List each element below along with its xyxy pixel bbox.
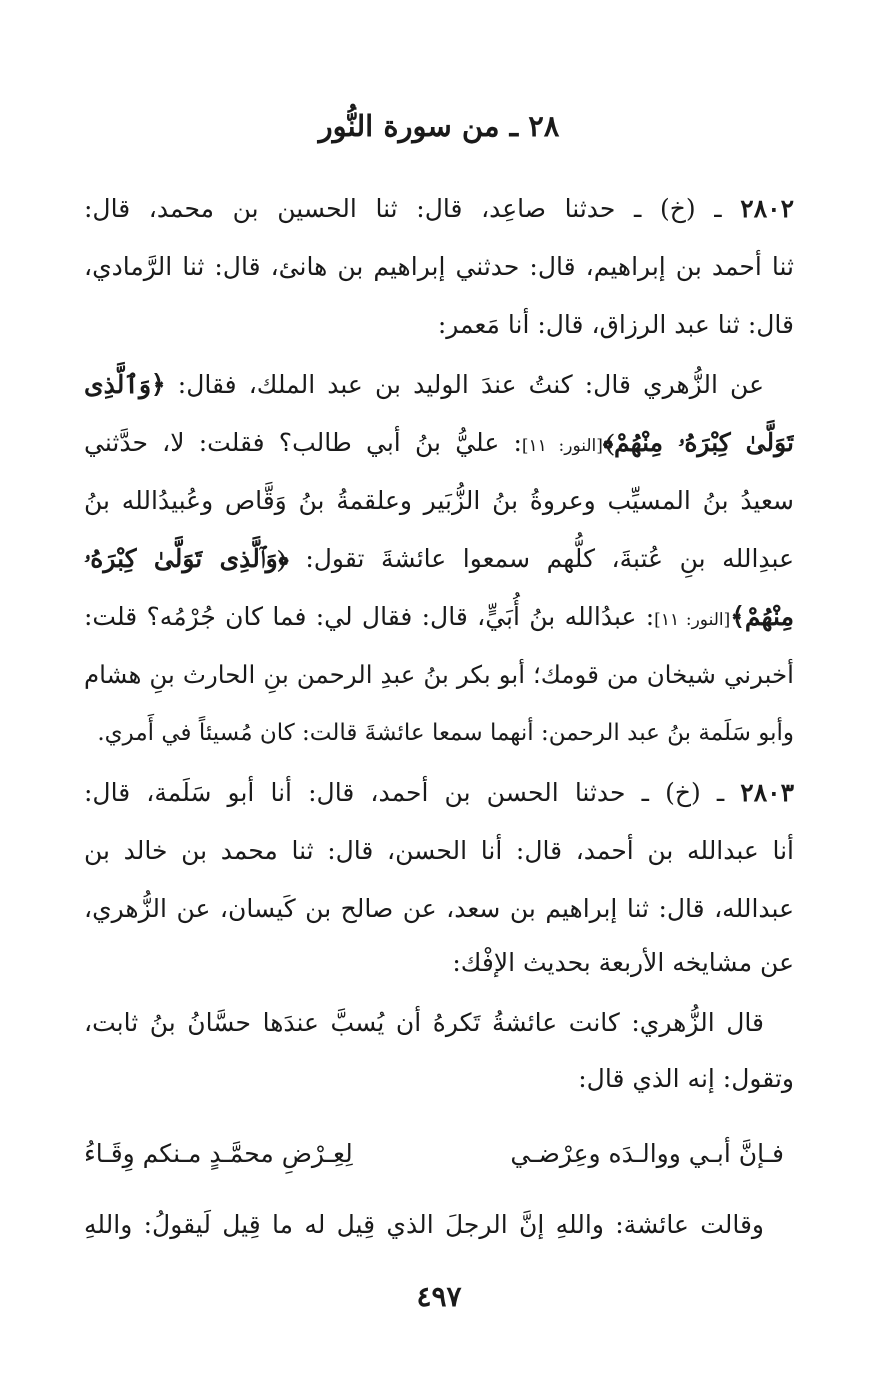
hadith-2802-isnad-start: ـ (خ) ـ حدثنا صاعِد، قال: ثنا الحسين بن محمد، قال: — [84, 194, 741, 223]
matn-text: عن الزُّهري قال: كنتُ عندَ الوليد بن عبد الملك، فقال: — [165, 370, 764, 399]
matn-text: : عبدُالله بنُ أُبَيٍّ، قال: فقال لي: فما كان جُرْمُه؟ قلت: — [84, 602, 655, 631]
hadith-2802-matn-line-6: أخبرني شيخان من قومك؛ أبو بكر بنُ عبدِ الرحمن بنِ الحارث بنِ هشام — [84, 660, 794, 689]
chapter-heading: ٢٨ ـ من سورة النُّور — [318, 109, 560, 143]
verse-hemistich-first: فـإنَّ أبـي ووالـدَه وعِرْضـي — [510, 1139, 784, 1168]
quran-reference: [النور: ١١] — [521, 436, 603, 456]
hadith-2803-line-4: عن مشايخه الأربعة بحديث الإفْك: — [452, 948, 794, 977]
hadith-2802-matn-line-2 — [84, 414, 794, 472]
hadith-2803-matn-line-3: وقالت عائشة: واللهِ إنَّ الرجلَ الذي قِيل له ما قِيل لَيقولُ: واللهِ — [84, 1210, 764, 1239]
hadith-2803-line-3: عبدالله، قال: ثنا إبراهيم بن سعد، عن صالح بن كَيسان، عن الزُّهري، — [84, 894, 794, 923]
hadith-2802-matn-line-3: سعيدُ بنُ المسيِّب وعروةُ بنُ الزُّبَير وعلقمةُ بنُ وَقَّاص وعُبيدُالله بنُ — [84, 486, 794, 515]
hadith-2803-isnad-start: ـ (خ) ـ حدثنا الحسن بن أحمد، قال: أنا أبو سَلَمة، قال: — [84, 778, 741, 807]
quran-reference: [النور: ١١] — [654, 610, 731, 630]
page-number: ٤٩٧ — [416, 1280, 462, 1313]
hadith-2802-line-2: ثنا أحمد بن إبراهيم، قال: حدثني إبراهيم بن هانئ، قال: ثنا الرَّمادي، — [84, 252, 794, 281]
hadith-2803-line-2: أنا عبدالله بن أحمد، قال: أنا الحسن، قال: ثنا محمد بن خالد بن — [84, 836, 794, 865]
hadith-2803-line-1 — [84, 764, 794, 822]
quran-quote: تَوَلَّىٰ كِبْرَهُۥ مِنْهُمْ﴾ — [602, 428, 794, 457]
hadith-2802-line-3: قال: ثنا عبد الرزاق، قال: أنا مَعمر: — [437, 310, 794, 339]
hadith-2802-matn-line-4 — [84, 530, 794, 588]
book-page — [84, 0, 794, 1393]
verse-hemistich-second: لِعِـرْضِ محمَّـدٍ مـنكم وِقَـاءُ — [84, 1139, 353, 1168]
quran-quote: مِنْهُمْ﴾ — [730, 602, 794, 631]
hadith-2802-matn-line-1 — [84, 356, 794, 414]
hadith-2802-matn-line-5 — [84, 588, 794, 646]
hadith-2803-matn-line-2: وتقول: إنه الذي قال: — [578, 1064, 794, 1093]
quran-quote: ﴿وَٱلَّذِى تَوَلَّىٰ كِبْرَهُۥ — [84, 544, 289, 573]
matn-text: عبدِالله بنِ عُتبةَ، كلُّهم سمعوا عائشةَ تقول: — [288, 544, 794, 573]
matn-text: : عليُّ بنُ أبي طالب؟ فقلت: لا، حدَّثني — [84, 428, 522, 457]
hadith-number-2803: ٢٨٠٣ — [740, 778, 794, 807]
poetry-verse — [84, 1122, 794, 1186]
hadith-number-2802: ٢٨٠٢ — [740, 194, 794, 223]
hadith-2802-line-1 — [84, 180, 794, 238]
hadith-2802-matn-line-7: وأبو سَلَمة بنُ عبد الرحمن: أنهما سمعا عائشةَ قالت: كان مُسيئاً في أَمري. — [97, 720, 794, 746]
hadith-2803-matn-line-1: قال الزُّهري: كانت عائشةُ تَكرهُ أن يُسبَّ عندَها حسَّانُ بنُ ثابت، — [84, 1008, 764, 1037]
quran-quote: ﴿وَٱلَّذِى — [84, 370, 166, 399]
